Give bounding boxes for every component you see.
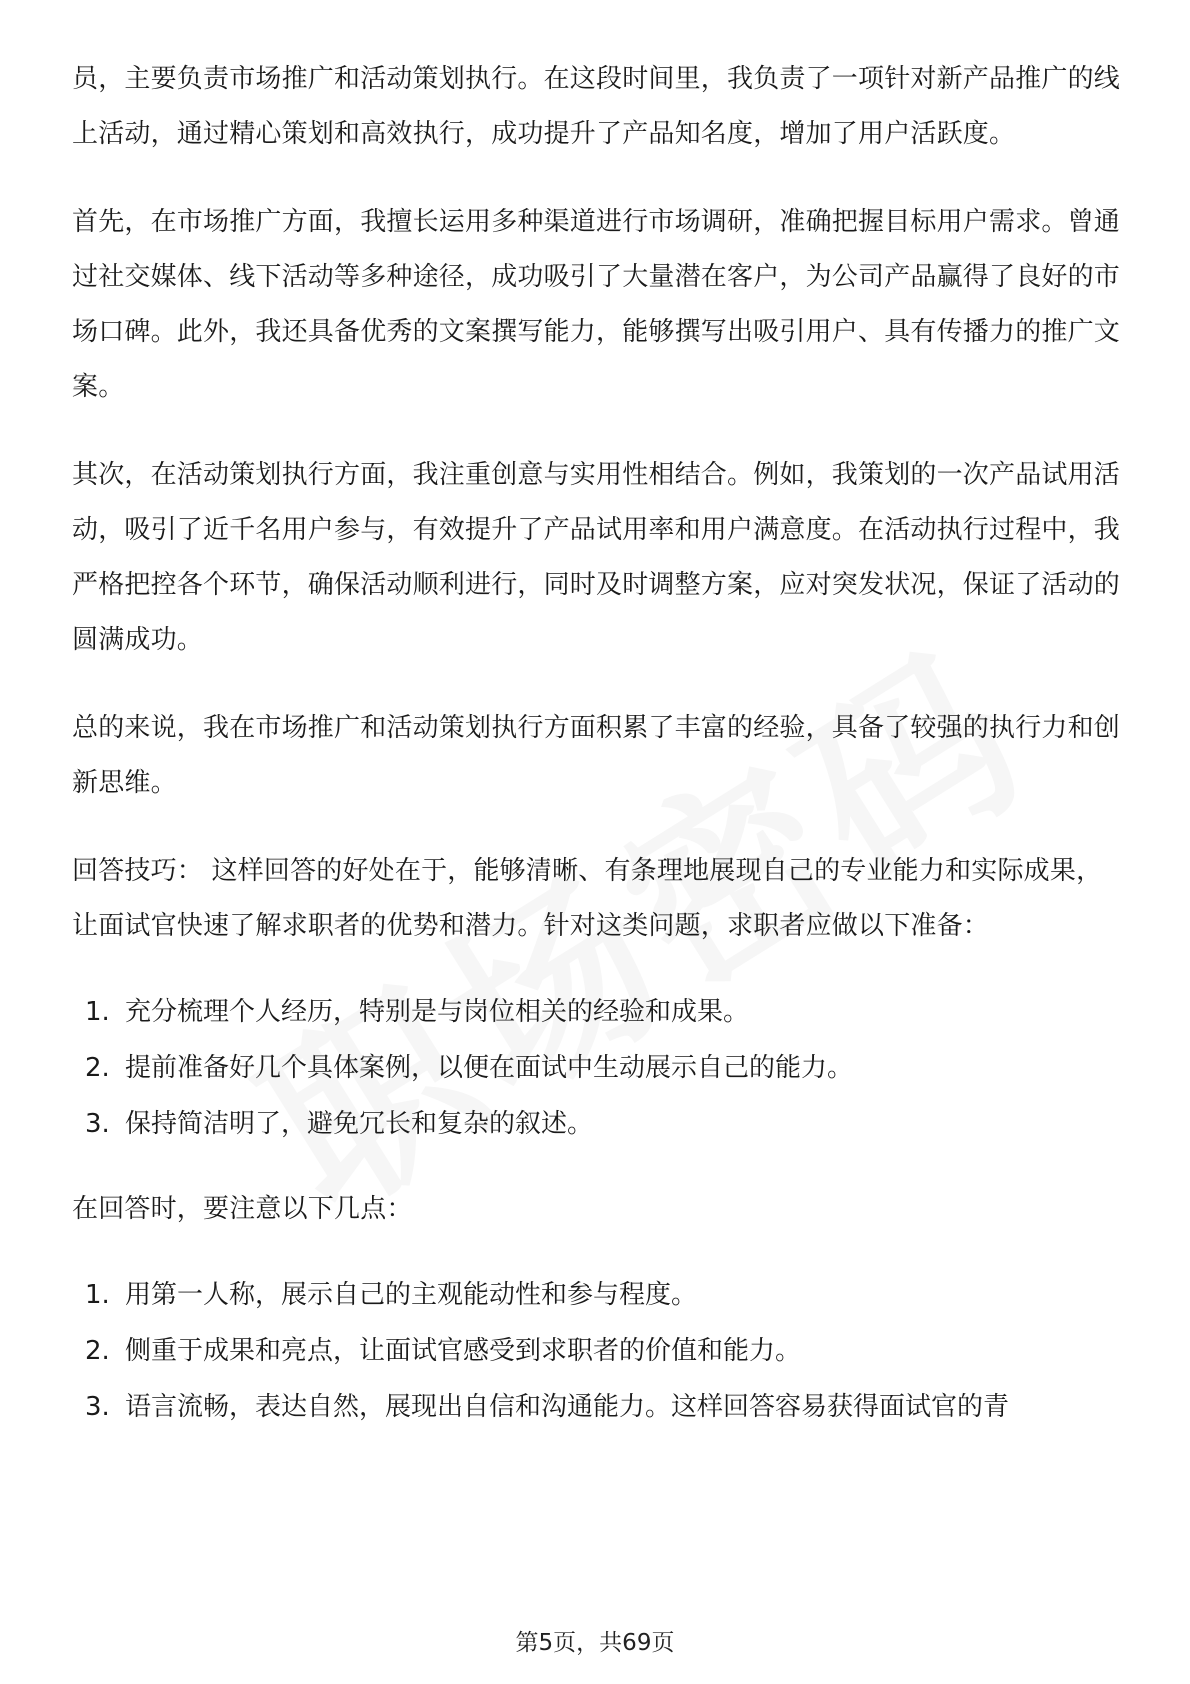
list-number: 1.	[85, 1280, 110, 1310]
paragraph-market-promotion: 首先，在市场推广方面，我擅长运用多种渠道进行市场调研，准确把握目标用户需求。曾通过社交媒体、线下活动等多种途径，成功吸引了大量潜在客户，为公司产品赢得了良好的市场口碑。此外，我还具备优秀的文案撰写能力，能够撰写出吸引用户、具有传播力的推广文案。	[72, 207, 1121, 402]
notes-list	[72, 1267, 1122, 1435]
list-item-text: 保持简洁明了，避免冗长和复杂的叙述。	[125, 1109, 594, 1139]
list-item	[72, 1379, 1122, 1435]
preparation-list	[72, 984, 1122, 1152]
list-item-text: 充分梳理个人经历，特别是与岗位相关的经验和成果。	[125, 997, 750, 1027]
list-number: 3.	[85, 1109, 110, 1139]
list-item-text: 提前准备好几个具体案例，以便在面试中生动展示自己的能力。	[125, 1053, 854, 1083]
list-number: 1.	[85, 997, 110, 1027]
document-page	[72, 52, 1122, 1465]
list-number: 2.	[85, 1053, 110, 1083]
list-item-text: 语言流畅，表达自然，展现出自信和沟通能力。这样回答容易获得面试官的青	[125, 1392, 1010, 1422]
list-item	[72, 1323, 1122, 1379]
paragraph-answer-tips: 回答技巧： 这样回答的好处在于，能够清晰、有条理地展现自己的专业能力和实际成果，让面试官快速了解求职者的优势和潜力。针对这类问题，求职者应做以下准备：	[72, 856, 1103, 941]
page-footer: 第5页，共69页	[515, 1630, 675, 1656]
paragraph-experience: 员，主要负责市场推广和活动策划执行。在这段时间里，我负责了一项针对新产品推广的线上活动，通过精心策划和高效执行，成功提升了产品知名度，增加了用户活跃度。	[72, 64, 1121, 149]
list-item-text: 侧重于成果和亮点，让面试官感受到求职者的价值和能力。	[125, 1336, 802, 1366]
list-item	[72, 984, 1122, 1040]
list-item	[72, 1040, 1122, 1096]
list-number: 3.	[85, 1392, 110, 1422]
paragraph-notes-intro: 在回答时，要注意以下几点：	[72, 1194, 413, 1224]
list-item	[72, 1096, 1122, 1152]
list-item	[72, 1267, 1122, 1323]
paragraph-summary: 总的来说，我在市场推广和活动策划执行方面积累了丰富的经验，具备了较强的执行力和创新思维。	[72, 713, 1121, 798]
list-item-text: 用第一人称，展示自己的主观能动性和参与程度。	[125, 1280, 698, 1310]
paragraph-event-planning: 其次，在活动策划执行方面，我注重创意与实用性相结合。例如，我策划的一次产品试用活动，吸引了近千名用户参与，有效提升了产品试用率和用户满意度。在活动执行过程中，我严格把控各个环节，确保活动顺利进行，同时及时调整方案，应对突发状况，保证了活动的圆满成功。	[72, 460, 1121, 655]
list-number: 2.	[85, 1336, 110, 1366]
